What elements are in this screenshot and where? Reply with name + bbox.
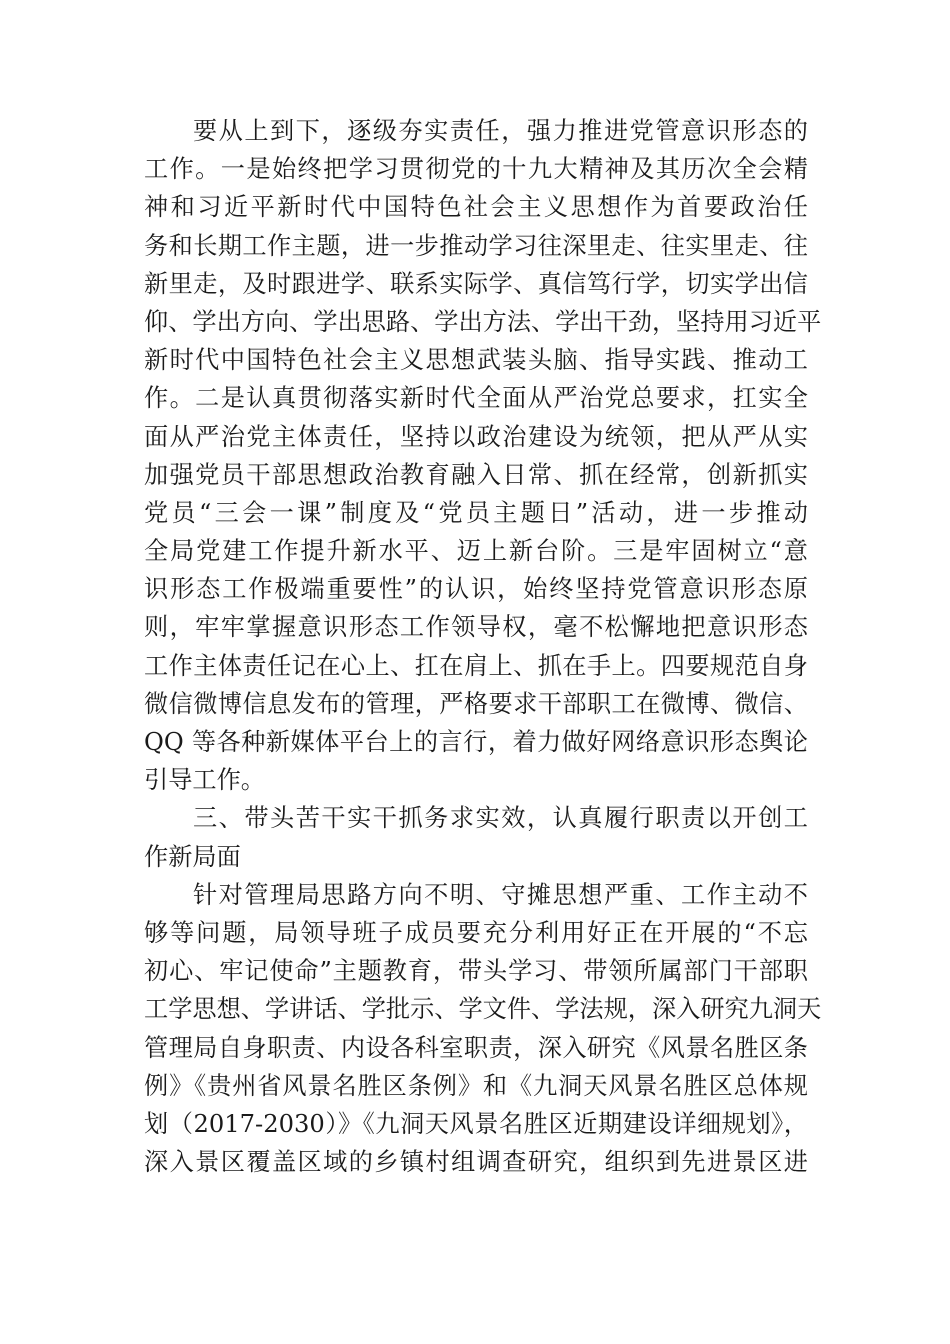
document-body [144,112,822,1181]
text-line: 例》《贵州省风景名胜区条例》和《九洞天风景名胜区总体规 [144,1071,808,1100]
text-line: 够等问题，局领导班子成员要充分利用好正在开展的“不忘 [144,918,808,947]
text-line: 面从严治党主体责任，坚持以政治建设为统领，把从严从实 [144,422,808,451]
heading-line: 三、带头苦干实干抓务求实效，认真履行职责以开创工 [193,804,808,833]
text-line: 工学思想、学讲话、学批示、学文件、学法规，深入研究九洞天 [144,995,822,1024]
text-line: 识形态工作极端重要性”的认识，始终坚持党管意识形态原 [144,575,808,604]
text-line: 微信微博信息发布的管理，严格要求干部职工在微博、微信、 [144,689,808,718]
text-line: 仰、学出方向、学出思路、学出方法、学出干劲，坚持用习近平 [144,307,822,336]
text-line: 全局党建工作提升新水平、迈上新台阶。三是牢固树立“意 [144,537,808,566]
paragraph-management-issues [144,876,822,1182]
text-line: 针对管理局思路方向不明、守摊思想严重、工作主动不 [193,880,808,909]
text-line: QQ 等各种新媒体平台上的言行，着力做好网络意识形态舆论 [144,728,808,756]
text-line: 引导工作。 [144,766,265,795]
text-line: 新里走，及时跟进学、联系实际学、真信笃行学，切实学出信 [144,269,808,298]
text-line: 党员“三会一课”制度及“党员主题日”活动，进一步推动 [144,498,808,527]
paragraph-ideology-responsibility [144,112,822,799]
text-line: 神和习近平新时代中国特色社会主义思想作为首要政治任 [144,193,808,222]
text-line: 工作主体责任记在心上、扛在肩上、抓在手上。四要规范自身 [144,651,808,680]
text-line: 初心、牢记使命”主题教育，带头学习、带领所属部门干部职 [144,957,808,986]
heading-line: 作新局面 [144,842,241,871]
section-heading-three [144,799,808,875]
text-line: 加强党员干部思想政治教育融入日常、抓在经常，创新抓实 [144,460,808,489]
text-line: 作。二是认真贯彻落实新时代全面从严治党总要求，扛实全 [144,384,808,413]
text-line: 务和长期工作主题，进一步推动学习往深里走、往实里走、往 [144,231,808,260]
text-line: 工作。一是始终把学习贯彻党的十九大精神及其历次全会精 [144,155,808,184]
text-line: 深入景区覆盖区域的乡镇村组调查研究，组织到先进景区进 [144,1148,808,1177]
text-line: 要从上到下，逐级夯实责任，强力推进党管意识形态的 [193,117,808,145]
text-line: 管理局自身职责、内设各科室职责，深入研究《风景名胜区条 [144,1033,808,1062]
text-line: 则，牢牢掌握意识形态工作领导权，毫不松懈地把意识形态 [144,613,808,642]
text-line: 新时代中国特色社会主义思想武装头脑、指导实践、推动工 [144,346,808,375]
text-line: 划（2017-2030）》《九洞天风景名胜区近期建设详细规划》， [144,1109,808,1138]
